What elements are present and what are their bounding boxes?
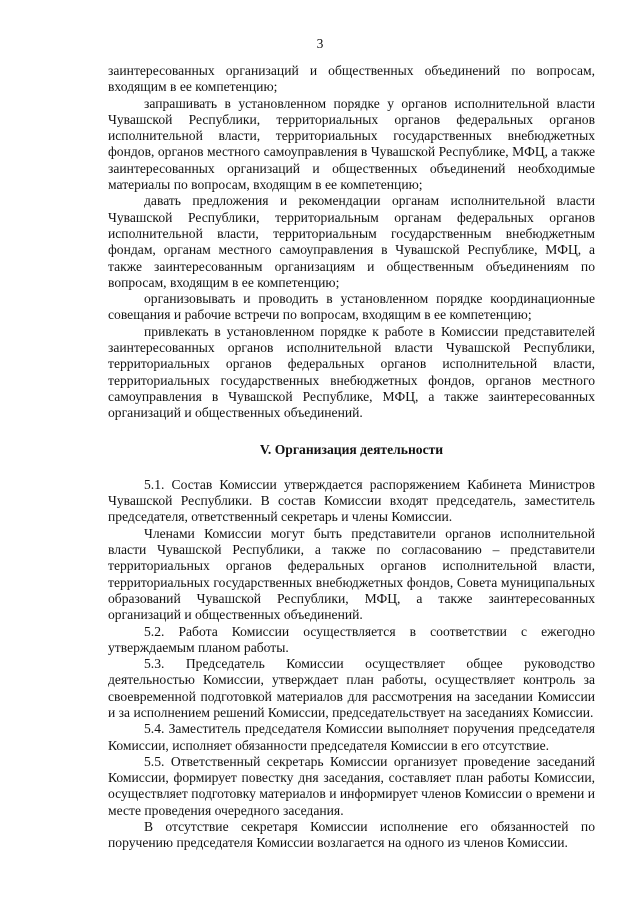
page-number: 3 bbox=[316, 36, 324, 51]
paragraph-members: Членами Комиссии могут быть представители органов исполнительной власти Чувашской Республики, а также по согласованию – представители территориальных органов федеральных органов исполнительной власти, территориальных государственных внебюджетных фондов, Совета муниципальных образований Чувашской Республики, МФЦ, а также заинтересованных организаций и общественных объединений. bbox=[108, 525, 595, 623]
paragraph-continuation: заинтересованных организаций и общественных объединений по вопросам, входящим в ее компетенцию; bbox=[108, 63, 595, 95]
document-body bbox=[108, 63, 595, 852]
section-title: V. Организация деятельности bbox=[259, 441, 444, 457]
paragraph-involve-representatives: привлекать в установленном порядке к работе в Комиссии представителей заинтересованных органов исполнительной власти Чувашской Республики, территориальных органов федеральных органов исполнительной власти, территориальных государственных внебюджетных фондов, органов местного самоуправления в Чувашской Республике, МФЦ, а также заинтересованных организаций и общественных объединений. bbox=[108, 323, 595, 421]
paragraph-5-3: 5.3. Председатель Комиссии осуществляет общее руководство деятельностью Комиссии, утверждает план работы, осуществляет контроль за своевременной подготовкой материалов для рассмотрения на заседании Комиссии и за исполнением решений Комиссии, председательствует на заседаниях Комиссии. bbox=[108, 656, 595, 720]
paragraph-5-5: 5.5. Ответственный секретарь Комиссии организует проведение заседаний Комиссии, формирует повестку дня заседания, составляет план работы Комиссии, осуществляет подготовку материалов и информирует членов Комиссии о времени и месте проведения очередного заседания. bbox=[108, 753, 595, 818]
paragraph-secretary-absence: В отсутствие секретаря Комиссии исполнение его обязанностей по поручению председателя Комиссии возлагается на одного из членов Комиссии. bbox=[108, 819, 595, 851]
paragraph-5-1: 5.1. Состав Комиссии утверждается распоряжением Кабинета Министров Чувашской Республики. В состав Комиссии входят председатель, заместитель председателя, ответственный секретарь и члены Комиссии. bbox=[108, 476, 595, 525]
paragraph-5-4: 5.4. Заместитель председателя Комиссии выполняет поручения председателя Комиссии, исполняет обязанности председателя Комиссии в его отсутствие. bbox=[108, 721, 595, 753]
paragraph-organize-meetings: организовывать и проводить в установленном порядке координационные совещания и рабочие встречи по вопросам, входящим в ее компетенцию; bbox=[108, 291, 595, 323]
paragraph-give-proposals: давать предложения и рекомендации органам исполнительной власти Чувашской Республики, территориальным органам федеральных органов исполнительной власти, территориальным государственным внебюджетным фондам, органам местного самоуправления в Чувашской Республике, МФЦ, а также заинтересованным организациям и общественным объединениям по вопросам, входящим в ее компетенцию; bbox=[108, 193, 595, 290]
paragraph-request-materials: запрашивать в установленном порядке у органов исполнительной власти Чувашской Республики, территориальных органов федеральных органов исполнительной власти, территориальных государственных внебюджетных фондов, органов местного самоуправления в Чувашской Республике, МФЦ, а также заинтересованных организаций и общественных объединений необходимые материалы по вопросам, входящим в ее компетенцию; bbox=[108, 95, 595, 193]
paragraph-5-2: 5.2. Работа Комиссии осуществляется в соответствии с ежегодно утверждаемым планом работы. bbox=[108, 623, 595, 655]
